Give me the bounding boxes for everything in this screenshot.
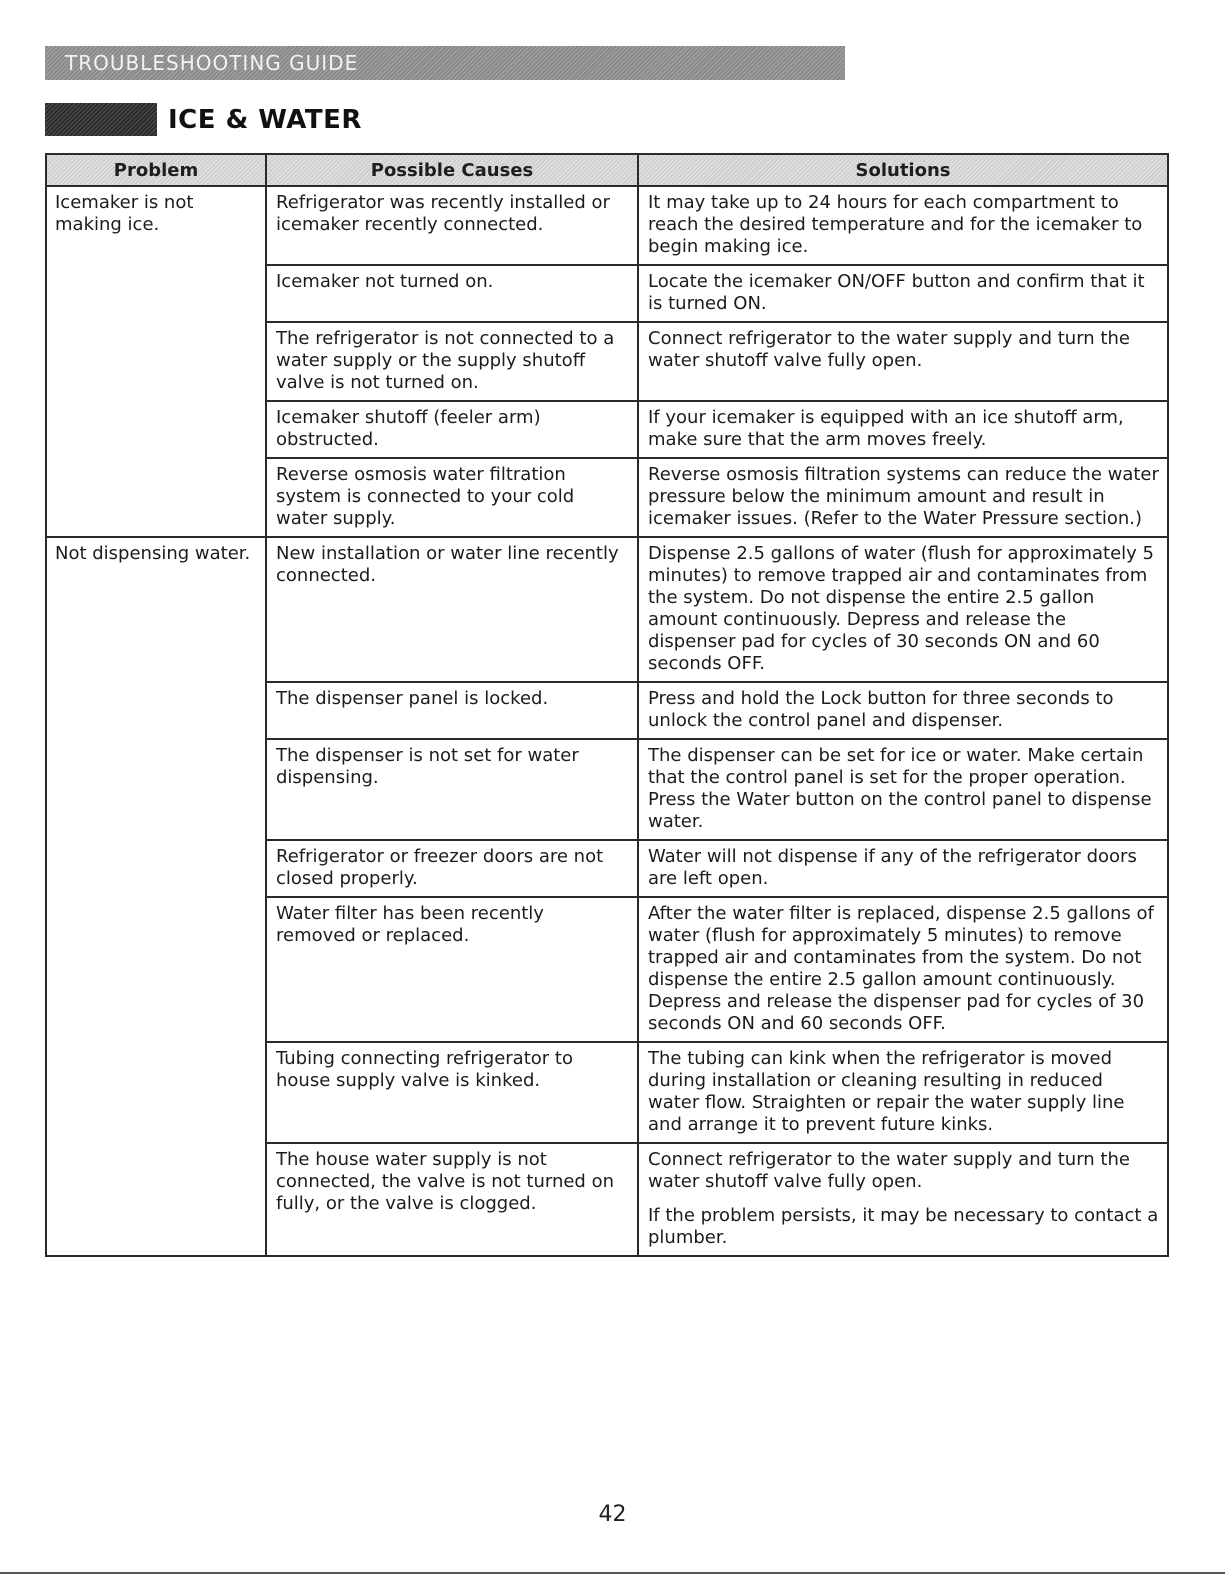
cause-cell: Tubing connecting refrigerator to house supply valve is kinked.: [266, 1042, 638, 1143]
solution-cell: [638, 186, 1168, 265]
bottom-rule: [0, 1572, 1225, 1574]
cause-cell: The dispenser panel is locked.: [266, 682, 638, 739]
solution-paragraph: It may take up to 24 hours for each compartment to reach the desired temperature and for the icemaker to begin making ice.: [648, 192, 1143, 257]
solution-cell: [638, 322, 1168, 401]
cause-cell: Water filter has been recently removed or replaced.: [266, 897, 638, 1042]
table-row: [46, 186, 1168, 265]
solution-paragraph: Connect refrigerator to the water supply and turn the water shutoff valve fully open.: [648, 1149, 1130, 1192]
banner-title: TROUBLESHOOTING GUIDE: [65, 51, 359, 75]
solution-paragraph: Water will not dispense if any of the refrigerator doors are left open.: [648, 846, 1137, 889]
solution-paragraph: If the problem persists, it may be necessary to contact a plumber.: [648, 1205, 1159, 1248]
solution-cell: [638, 739, 1168, 840]
cause-cell: Reverse osmosis water filtration system is connected to your cold water supply.: [266, 458, 638, 537]
problem-cell: Icemaker is not making ice.: [46, 186, 266, 537]
solution-cell: [638, 401, 1168, 458]
solution-cell: [638, 840, 1168, 897]
cause-cell: The refrigerator is not connected to a water supply or the supply shutoff valve is not turned on.: [266, 322, 638, 401]
page-number: 42: [598, 1502, 627, 1527]
solution-cell: [638, 458, 1168, 537]
solution-cell: [638, 1143, 1168, 1256]
solution-paragraph: If your icemaker is equipped with an ice shutoff arm, make sure that the arm moves freely.: [648, 407, 1124, 450]
paragraph-gap: [648, 1193, 1159, 1205]
section-banner: [45, 46, 845, 80]
solution-cell: [638, 682, 1168, 739]
solution-paragraph: The tubing can kink when the refrigerator is moved during installation or cleaning resulting in reduced water flow. Straighten or repair the water supply line and arrange it to prevent future kinks.: [648, 1048, 1125, 1135]
header-problem: Problem: [46, 154, 266, 186]
troubleshooting-table: [45, 153, 1169, 1257]
cause-cell: The dispenser is not set for water dispensing.: [266, 739, 638, 840]
header-solutions: Solutions: [638, 154, 1168, 186]
solution-paragraph: Connect refrigerator to the water supply and turn the water shutoff valve fully open.: [648, 328, 1130, 371]
solution-paragraph: Reverse osmosis filtration systems can reduce the water pressure below the minimum amount and result in icemaker issues. (Refer to the Water Pressure section.): [648, 464, 1159, 529]
table-body: [46, 186, 1168, 1256]
cause-cell: Refrigerator or freezer doors are not closed properly.: [266, 840, 638, 897]
solution-paragraph: After the water filter is replaced, dispense 2.5 gallons of water (flush for approximately 5 minutes) to remove trapped air and contaminates from the system. Do not dispense the entire 2.5 gallon amount continuously. Depress and release the dispenser pad for cycles of 30 seconds ON and 60 seconds OFF.: [648, 903, 1154, 1034]
cause-cell: Icemaker shutoff (feeler arm) obstructed.: [266, 401, 638, 458]
header-possible-causes: Possible Causes: [266, 154, 638, 186]
table-header-row: [46, 154, 1168, 186]
cause-cell: The house water supply is not connected, the valve is not turned on fully, or the valve is clogged.: [266, 1143, 638, 1256]
cause-cell: Icemaker not turned on.: [266, 265, 638, 322]
solution-paragraph: Press and hold the Lock button for three seconds to unlock the control panel and dispenser.: [648, 688, 1114, 731]
solution-paragraph: Locate the icemaker ON/OFF button and confirm that it is turned ON.: [648, 271, 1145, 314]
solution-paragraph: The dispenser can be set for ice or water. Make certain that the control panel is set for the proper operation. Press the Water button on the control panel to dispense water.: [648, 745, 1152, 832]
solution-cell: [638, 1042, 1168, 1143]
section-title: ICE & WATER: [168, 105, 362, 135]
cause-cell: Refrigerator was recently installed or icemaker recently connected.: [266, 186, 638, 265]
solution-paragraph: Dispense 2.5 gallons of water (flush for approximately 5 minutes) to remove trapped air and contaminates from the system. Do not dispense the entire 2.5 gallon amount continuously. Depress and release the dispenser pad for cycles of 30 seconds ON and 60 seconds OFF.: [648, 543, 1154, 674]
problem-cell: Not dispensing water.: [46, 537, 266, 1256]
table-row: [46, 537, 1168, 682]
section-marker-bar: [45, 103, 157, 136]
solution-cell: [638, 897, 1168, 1042]
cause-cell: New installation or water line recently connected.: [266, 537, 638, 682]
solution-cell: [638, 537, 1168, 682]
solution-cell: [638, 265, 1168, 322]
